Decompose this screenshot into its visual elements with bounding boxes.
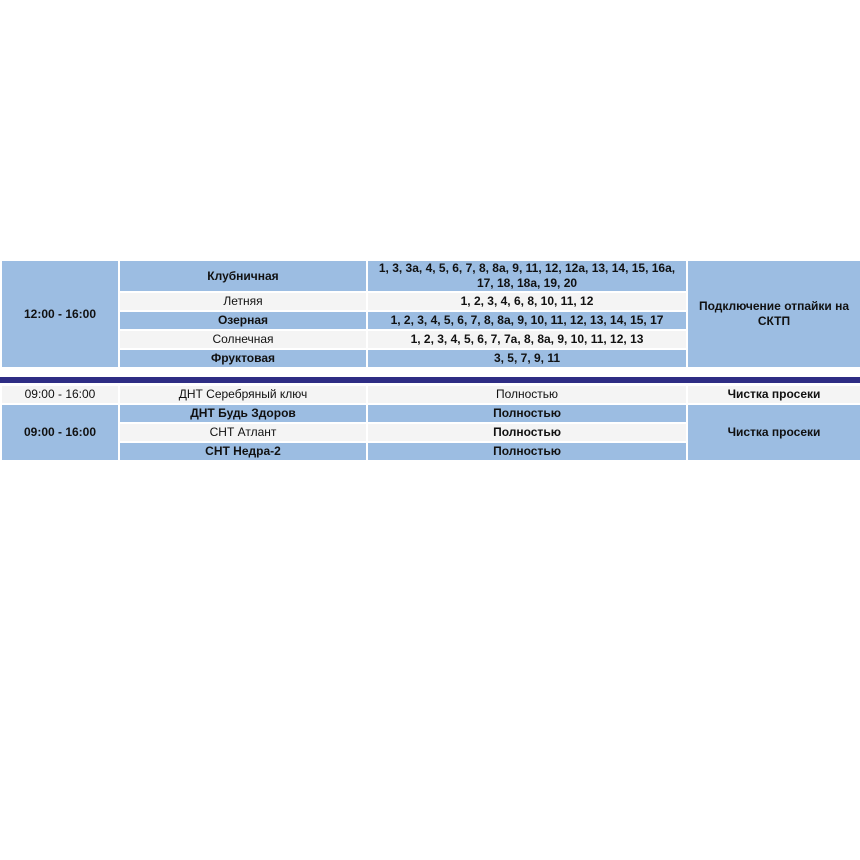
schedule-table-block-1	[0, 259, 860, 369]
street-cell: Фруктовая	[119, 349, 367, 368]
houses-cell: 1, 2, 3, 4, 5, 6, 7, 7а, 8, 8а, 9, 10, 11, 12, 13	[367, 330, 687, 349]
houses-cell: 1, 3, 3а, 4, 5, 6, 7, 8, 8а, 9, 11, 12, 12а, 13, 14, 15, 16а, 17, 18, 18а, 19, 20	[367, 260, 687, 292]
houses-cell: 1, 2, 3, 4, 5, 6, 7, 8, 8а, 9, 10, 11, 12, 13, 14, 15, 17	[367, 311, 687, 330]
work-type-cell: Чистка просеки	[687, 404, 860, 461]
time-cell: 09:00 - 16:00	[1, 404, 119, 461]
settlement-cell: СНТ Атлант	[119, 423, 367, 442]
street-cell: Озерная	[119, 311, 367, 330]
houses-cell: Полностью	[367, 404, 687, 423]
houses-cell: 3, 5, 7, 9, 11	[367, 349, 687, 368]
settlement-cell: ДНТ Серебряный ключ	[119, 385, 367, 404]
settlement-cell: СНТ Недра-2	[119, 442, 367, 461]
work-type-cell: Чистка просеки	[687, 385, 860, 404]
time-cell: 12:00 - 16:00	[1, 260, 119, 368]
schedule-table-block-2	[0, 384, 860, 462]
street-cell: Клубничная	[119, 260, 367, 292]
table-row	[1, 260, 860, 292]
houses-cell: Полностью	[367, 385, 687, 404]
time-cell: 09:00 - 16:00	[1, 385, 119, 404]
section-divider	[0, 377, 860, 383]
settlement-cell: ДНТ Будь Здоров	[119, 404, 367, 423]
table-row	[1, 404, 860, 423]
street-cell: Солнечная	[119, 330, 367, 349]
houses-cell: Полностью	[367, 423, 687, 442]
street-cell: Летняя	[119, 292, 367, 311]
houses-cell: 1, 2, 3, 4, 6, 8, 10, 11, 12	[367, 292, 687, 311]
work-type-cell: Подключение отпайки на СКТП	[687, 260, 860, 368]
table-row	[1, 385, 860, 404]
houses-cell: Полностью	[367, 442, 687, 461]
